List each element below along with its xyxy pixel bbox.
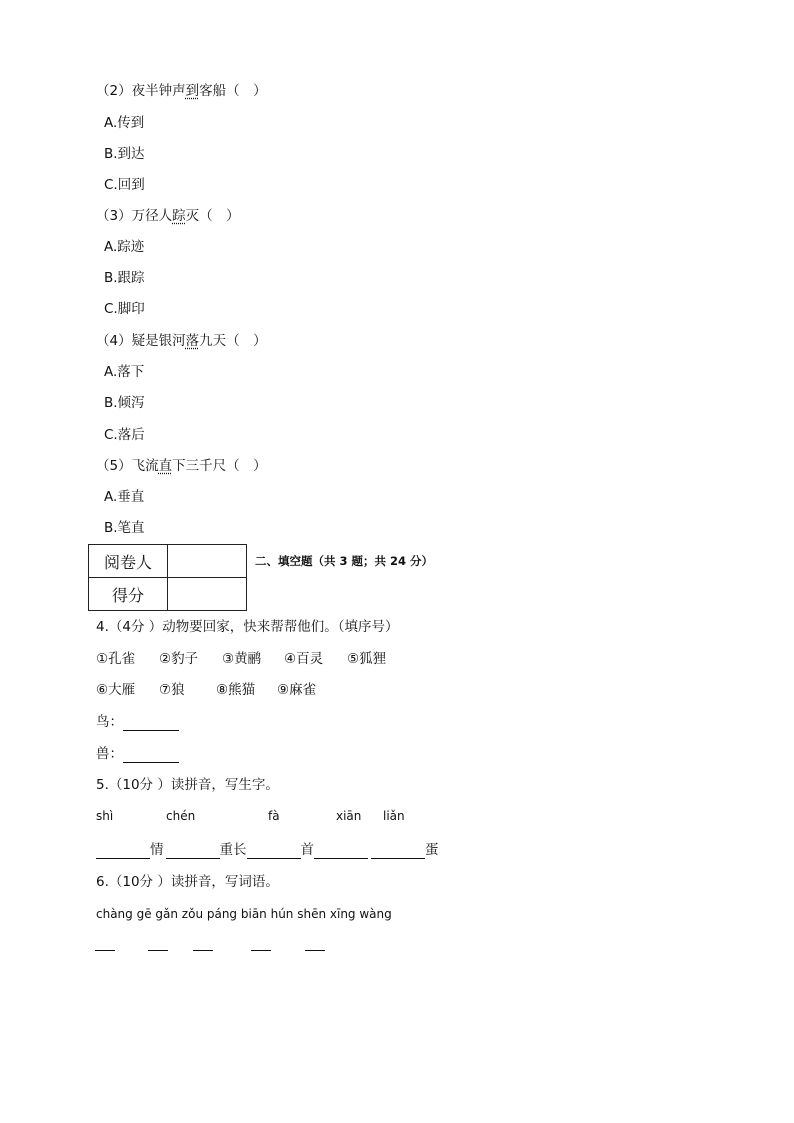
bird-answer-blank[interactable] [123,716,179,731]
word-blank-2[interactable] [148,950,168,951]
char-blank-3[interactable] [247,844,301,859]
word-blank-5[interactable] [305,950,325,951]
keyword-4: 落 [185,333,200,349]
keyword-2: 到 [185,83,200,99]
animal-2: ②豹子 [159,651,199,667]
option-4a[interactable]: A.落下 [104,364,145,380]
option-4c[interactable]: C.落后 [104,427,145,443]
option-2c[interactable]: C.回到 [104,177,145,193]
fill-question-5-stem: 5.（10分 ）读拼音，写生字。 [96,777,279,793]
word-pinyin-line: chàng gē gǎn zǒu páng biān hún shēn xīng wàng [96,907,392,921]
word-blank-1[interactable] [95,950,115,951]
fill-question-4-stem: 4.（4分 ）动物要回家，快来帮帮他们。（填序号） [96,619,399,635]
word-blank-3[interactable] [193,950,213,951]
animal-7: ⑦狼 [159,682,185,698]
pinyin-3: fà [268,809,280,823]
char-blank-5[interactable] [371,844,425,859]
animal-1: ①孔雀 [96,651,136,667]
char-blank-2[interactable] [166,844,220,859]
reviewer-label: 阅卷人 [89,545,168,578]
score-label: 得分 [89,578,168,611]
char-blank-line: 情 重长 首 蛋 [96,841,439,859]
keyword-5: 直 [158,458,173,474]
animal-3: ③黄鹂 [222,651,262,667]
question-2: （2）夜半钟声到客船（ ） [96,83,267,99]
pinyin-4: xiān [336,809,362,823]
option-2a[interactable]: A.传到 [104,115,145,131]
option-2b[interactable]: B.到达 [104,146,145,162]
question-5: （5）飞流直下三千尺（ ） [96,458,267,474]
question-3: （3）万径人踪灭（ ） [96,208,240,224]
beast-answer-blank[interactable] [123,748,179,763]
keyword-3: 踪 [172,208,186,224]
char-blank-4[interactable] [314,844,368,859]
animal-9: ⑨麻雀 [277,682,317,698]
option-5b[interactable]: B.笔直 [104,520,145,536]
score-table [88,544,247,611]
pinyin-2: chén [166,809,196,823]
animal-8: ⑧熊猫 [216,682,256,698]
option-3b[interactable]: B.跟踪 [104,270,145,286]
animal-5: ⑤狐狸 [347,651,387,667]
animal-6: ⑥大雁 [96,682,136,698]
bird-answer-line: 鸟： [96,713,179,731]
section-two-title: 二、填空题（共 3 题；共 24 分） [255,554,434,568]
option-5a[interactable]: A.垂直 [104,489,145,505]
option-3c[interactable]: C.脚印 [104,301,145,317]
animal-4: ④百灵 [284,651,324,667]
reviewer-cell[interactable] [168,545,247,578]
pinyin-1: shì [96,809,114,823]
question-4: （4）疑是银河落九天（ ） [96,333,267,349]
char-blank-1[interactable] [96,844,150,859]
fill-question-6-stem: 6.（10分 ）读拼音，写词语。 [96,874,279,890]
beast-answer-line: 兽： [96,745,179,763]
option-3a[interactable]: A.踪迹 [104,239,145,255]
word-blank-4[interactable] [251,950,271,951]
pinyin-5: liǎn [383,809,405,823]
option-4b[interactable]: B.倾泻 [104,395,145,411]
score-cell[interactable] [168,578,247,611]
